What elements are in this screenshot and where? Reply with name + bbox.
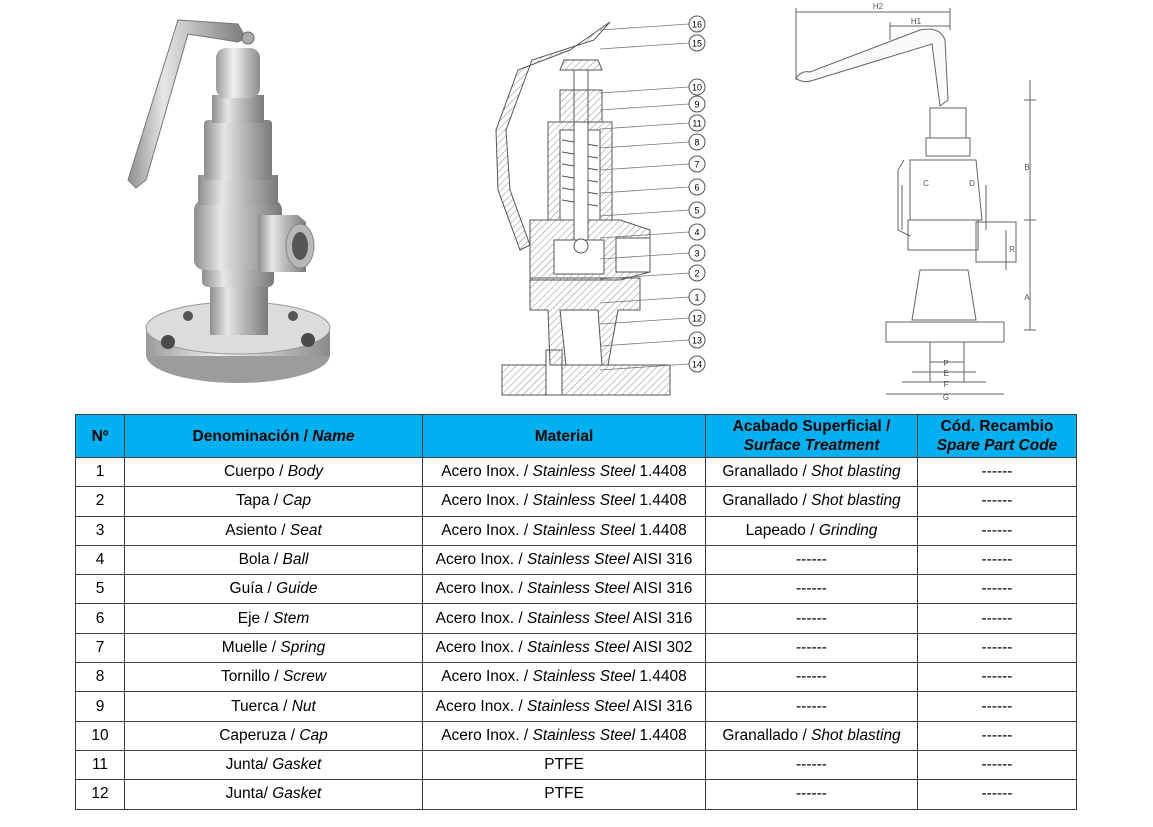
header-no: Nº [76, 415, 125, 458]
svg-text:16: 16 [691, 19, 703, 30]
cell-name: Tuerca / Nut [125, 692, 423, 721]
cell-material: Acero Inox. / Stainless Steel 1.4408 [423, 663, 706, 692]
cell-material: Acero Inox. / Stainless Steel AISI 302 [423, 633, 706, 662]
cell-surface-treatment: Lapeado / Grinding [706, 516, 918, 545]
cell-surface-treatment: Granallado / Shot blasting [706, 487, 918, 516]
cell-spare-part-code: ------ [918, 458, 1077, 487]
svg-text:5: 5 [694, 205, 700, 216]
cell-material: Acero Inox. / Stainless Steel AISI 316 [423, 604, 706, 633]
dimension-label-C: C [923, 179, 929, 188]
cell-no: 7 [76, 633, 125, 662]
table-row [76, 750, 1077, 779]
cell-surface-treatment: Granallado / Shot blasting [706, 458, 918, 487]
cell-surface-treatment: ------ [706, 750, 918, 779]
cell-surface-treatment: ------ [706, 633, 918, 662]
table-row [76, 516, 1077, 545]
table-row [76, 721, 1077, 750]
cell-name: Eje / Stem [125, 604, 423, 633]
callout-5 [600, 202, 705, 218]
valve-dimension-drawing [780, 0, 1040, 410]
cell-spare-part-code: ------ [918, 721, 1077, 750]
cell-surface-treatment: ------ [706, 663, 918, 692]
cell-spare-part-code: ------ [918, 633, 1077, 662]
cell-no: 5 [76, 575, 125, 604]
table-row [76, 692, 1077, 721]
cell-surface-treatment: ------ [706, 604, 918, 633]
svg-text:13: 13 [691, 335, 703, 346]
cell-spare-part-code: ------ [918, 780, 1077, 809]
callout-9 [600, 96, 705, 112]
callout-7 [600, 156, 705, 172]
header-surface-treatment: Acabado Superficial / Surface Treatment [706, 415, 918, 458]
cell-spare-part-code: ------ [918, 575, 1077, 604]
svg-text:12: 12 [691, 313, 703, 324]
cell-no: 2 [76, 487, 125, 516]
cell-name: Guía / Guide [125, 575, 423, 604]
table-header-row [76, 415, 1077, 458]
callout-16 [600, 16, 705, 32]
parts-table [75, 414, 1077, 810]
cell-no: 12 [76, 780, 125, 809]
table-row [76, 604, 1077, 633]
cell-spare-part-code: ------ [918, 604, 1077, 633]
cell-material: Acero Inox. / Stainless Steel AISI 316 [423, 692, 706, 721]
cell-material: PTFE [423, 780, 706, 809]
cell-spare-part-code: ------ [918, 516, 1077, 545]
cell-material: Acero Inox. / Stainless Steel 1.4408 [423, 721, 706, 750]
cell-surface-treatment: ------ [706, 575, 918, 604]
cell-no: 10 [76, 721, 125, 750]
svg-text:8: 8 [694, 137, 700, 148]
cell-material: Acero Inox. / Stainless Steel 1.4408 [423, 516, 706, 545]
cell-spare-part-code: ------ [918, 663, 1077, 692]
svg-text:15: 15 [691, 38, 703, 49]
svg-text:11: 11 [692, 118, 702, 129]
cell-surface-treatment: ------ [706, 545, 918, 574]
svg-text:10: 10 [691, 82, 703, 93]
table-row [76, 575, 1077, 604]
cell-no: 3 [76, 516, 125, 545]
svg-text:14: 14 [691, 359, 703, 370]
table-row [76, 487, 1077, 516]
header-name: Denominación / Name [125, 415, 423, 458]
cell-material: PTFE [423, 750, 706, 779]
cell-name: Tornillo / Screw [125, 663, 423, 692]
dimension-label-A: A [1024, 293, 1030, 302]
cell-no: 8 [76, 663, 125, 692]
dimension-label-P: P [943, 359, 949, 368]
svg-text:9: 9 [694, 99, 700, 110]
callout-10 [600, 79, 705, 95]
cell-no: 4 [76, 545, 125, 574]
dimension-label-R: R [1009, 245, 1015, 254]
cell-name: Tapa / Cap [125, 487, 423, 516]
svg-text:3: 3 [694, 248, 700, 259]
cell-name: Asiento / Seat [125, 516, 423, 545]
dimension-label-H2: H2 [872, 2, 884, 11]
table-row [76, 545, 1077, 574]
svg-text:4: 4 [694, 227, 700, 238]
cell-no: 1 [76, 458, 125, 487]
cell-name: Junta/ Gasket [125, 780, 423, 809]
header-spare-part-code: Cód. Recambio Spare Part Code [918, 415, 1077, 458]
cell-surface-treatment: ------ [706, 692, 918, 721]
table-row [76, 633, 1077, 662]
dimension-label-B: B [1024, 163, 1030, 172]
cell-material: Acero Inox. / Stainless Steel AISI 316 [423, 545, 706, 574]
cell-material: Acero Inox. / Stainless Steel 1.4408 [423, 458, 706, 487]
cell-spare-part-code: ------ [918, 487, 1077, 516]
cell-name: Junta/ Gasket [125, 750, 423, 779]
cell-no: 9 [76, 692, 125, 721]
svg-text:2: 2 [694, 268, 700, 279]
table-row [76, 663, 1077, 692]
dimension-label-H1: H1 [910, 17, 922, 26]
cell-surface-treatment: ------ [706, 780, 918, 809]
cell-spare-part-code: ------ [918, 545, 1077, 574]
cell-material: Acero Inox. / Stainless Steel AISI 316 [423, 575, 706, 604]
cell-no: 11 [76, 750, 125, 779]
dimension-label-E: E [943, 369, 949, 378]
table-row [76, 780, 1077, 809]
valve-cross-section-drawing [490, 10, 720, 406]
dimension-label-G: G [942, 393, 950, 402]
cell-surface-treatment: Granallado / Shot blasting [706, 721, 918, 750]
callout-6 [600, 179, 705, 195]
callout-13 [600, 332, 705, 348]
callout-8 [600, 134, 705, 150]
valve-photo [118, 10, 338, 396]
header-material: Material [423, 415, 706, 458]
cell-material: Acero Inox. / Stainless Steel 1.4408 [423, 487, 706, 516]
callout-15 [600, 35, 705, 51]
cell-name: Caperuza / Cap [125, 721, 423, 750]
cell-name: Bola / Ball [125, 545, 423, 574]
dimension-label-F: F [943, 380, 949, 389]
svg-text:7: 7 [694, 159, 700, 170]
cell-spare-part-code: ------ [918, 692, 1077, 721]
svg-text:6: 6 [694, 182, 700, 193]
cell-name: Muelle / Spring [125, 633, 423, 662]
table-row [76, 458, 1077, 487]
cell-spare-part-code: ------ [918, 750, 1077, 779]
cell-name: Cuerpo / Body [125, 458, 423, 487]
svg-text:1: 1 [694, 292, 700, 303]
dimension-label-D: D [969, 179, 975, 188]
callout-11 [600, 115, 705, 131]
cell-no: 6 [76, 604, 125, 633]
